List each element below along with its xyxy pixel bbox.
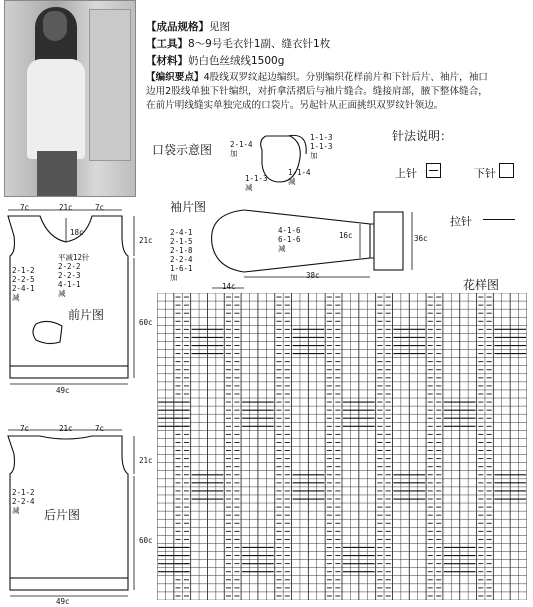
note: 2-1-5 — [170, 237, 193, 246]
note: 减 — [288, 177, 296, 186]
front-bottom: 49c — [56, 386, 70, 395]
note: 加 — [310, 151, 318, 160]
pocket-bottom-left-notes — [245, 174, 268, 192]
note: 1-1-3 — [310, 142, 333, 151]
note: 2-1-2 — [12, 488, 35, 497]
note: 1-1-3 — [245, 174, 268, 183]
note: 加 — [230, 149, 238, 158]
spec-tools-value: 8～9号毛衣针1副、缝衣针1枚 — [188, 38, 331, 50]
knit-mark — [429, 170, 438, 171]
note: 加 — [170, 273, 178, 282]
spec-points — [146, 71, 526, 85]
sleeve-diagram — [190, 200, 440, 295]
photo-window — [89, 9, 131, 161]
note: 2-2-4 — [12, 497, 35, 506]
spec-points-label: 【编织要点】 — [146, 72, 204, 83]
note: 2-4-1 — [170, 228, 193, 237]
note: 减 — [58, 289, 66, 298]
back-arm-notes — [12, 488, 35, 515]
spec-points-line: 边用2股线单独下针编织，对折拿活褶后与袖片缝合。缝接肩部，腋下整体缝合， — [146, 86, 488, 97]
note: 2-1-8 — [170, 246, 193, 255]
sleeve-length: 38c — [306, 271, 320, 280]
legend-pull-label: 拉针 — [450, 215, 472, 228]
spec-tools-label: 【工具】 — [146, 38, 188, 50]
back-bottom: 49c — [56, 597, 70, 606]
front-arm-notes — [12, 266, 35, 302]
spec-points-line: 4股线双罗纹起边编织。分别编织花样前片和下针后片、袖片，袖口 — [203, 72, 488, 83]
spec-size-value: 见图 — [209, 21, 230, 33]
spec-material-value: 奶白色丝绒线1500g — [188, 55, 285, 67]
front-neck: 21c — [59, 203, 73, 212]
pattern-title: 花样图 — [463, 278, 500, 292]
spec-block — [146, 20, 526, 113]
note: 1-1-3 — [310, 133, 333, 142]
spec-material — [146, 54, 526, 68]
sleeve-mid-notes — [278, 226, 301, 253]
front-height: 60c — [139, 318, 153, 327]
note: 2-2-3 — [58, 271, 81, 280]
pattern-grid-lines — [157, 293, 527, 600]
back-title: 后片图 — [44, 508, 81, 522]
pocket-right-notes — [310, 133, 333, 160]
note: 6-1-6 — [278, 235, 301, 244]
front-shoulder-left: 7c — [20, 203, 30, 212]
legend-knit-label: 上针 — [395, 167, 417, 180]
note: 2-2-5 — [12, 275, 35, 284]
pocket-bottom-notes — [288, 168, 311, 186]
back-shoulder-left: 7c — [20, 424, 30, 433]
model-photo — [4, 0, 136, 197]
back-armhole: 21c — [139, 456, 153, 465]
front-title: 前片图 — [68, 308, 105, 322]
note: 2-1-2 — [12, 266, 35, 275]
legend-title: 针法说明： — [392, 129, 453, 143]
note: 2-2-2 — [58, 262, 81, 271]
note: 2-2-4 — [170, 255, 193, 264]
note: 减 — [278, 244, 286, 253]
note: 4-1-6 — [278, 226, 301, 235]
front-armhole: 21c — [139, 236, 153, 245]
pattern-grid — [157, 293, 527, 600]
legend-purl-label: 下针 — [474, 167, 496, 180]
note: 1-1-4 — [288, 168, 311, 177]
sleeve-left-notes — [170, 228, 193, 282]
spec-size — [146, 20, 526, 34]
note: 1-6-1 — [170, 264, 193, 273]
photo-legs — [37, 151, 77, 196]
note: 4-1-1 — [58, 280, 81, 289]
spec-size-label: 【成品规格】 — [146, 21, 209, 33]
spec-points-line: 在前片明线缝实单独完成的口袋片。另起针从正面挑织双罗纹针领边。 — [146, 100, 444, 111]
note: 平减12针 — [58, 253, 90, 262]
photo-face — [43, 11, 67, 41]
front-neck-notes — [58, 253, 90, 298]
sleeve-width-left: 16c — [339, 231, 353, 240]
back-shoulder-right: 7c — [95, 424, 105, 433]
pull-symbol — [483, 219, 515, 220]
photo-sweater — [27, 59, 85, 159]
pocket-title: 口袋示意图 — [152, 143, 213, 157]
note: 2-1-4 — [230, 140, 253, 149]
note: 2-4-1 — [12, 284, 35, 293]
pocket-left-notes — [230, 140, 253, 158]
sleeve-width-right: 36c — [414, 234, 428, 243]
purl-symbol — [499, 163, 514, 178]
back-neck: 21c — [59, 424, 73, 433]
knit-symbol — [426, 163, 441, 178]
note: 减 — [12, 506, 20, 515]
front-neck-depth: 18c — [70, 228, 84, 237]
sleeve-title: 袖片图 — [170, 200, 207, 214]
sleeve-cap: 14c — [222, 282, 236, 291]
note: 减 — [12, 293, 20, 302]
back-height: 60c — [139, 536, 153, 545]
front-shoulder-right: 7c — [95, 203, 105, 212]
note: 减 — [245, 183, 253, 192]
spec-material-label: 【材料】 — [146, 55, 188, 67]
spec-tools — [146, 37, 526, 51]
